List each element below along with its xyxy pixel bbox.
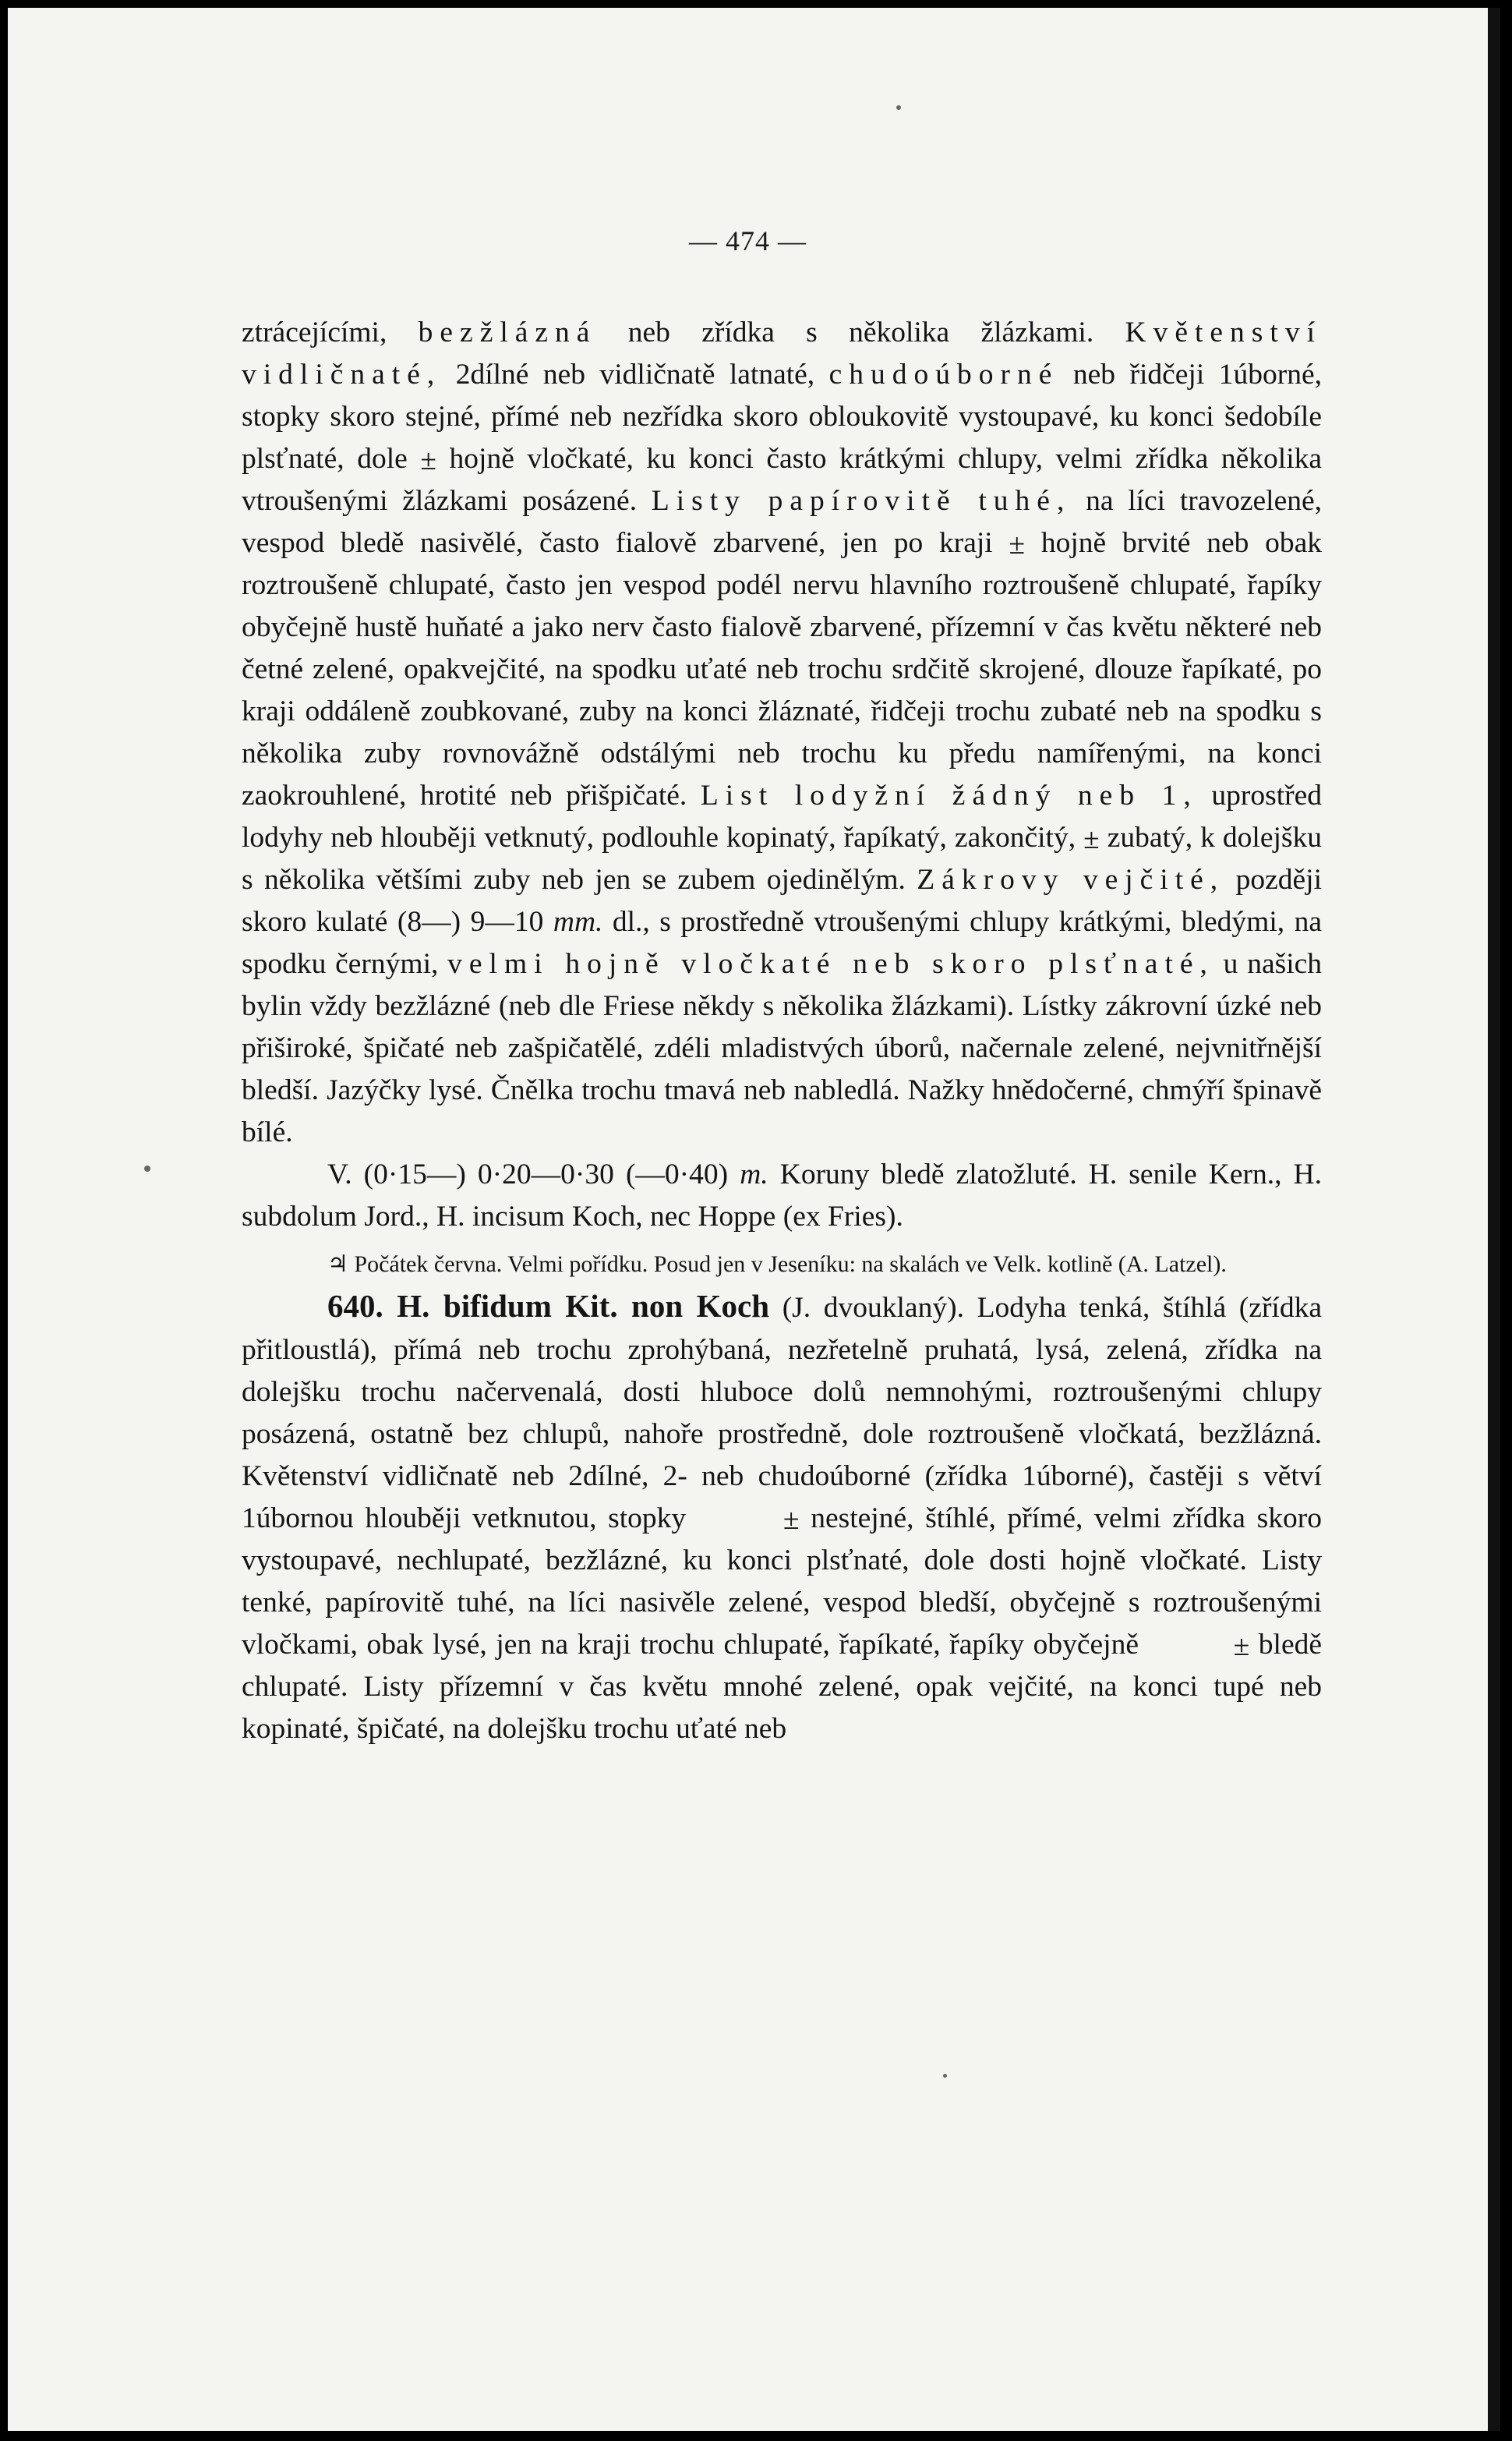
- spaced-text-run: velmi hojně vločkaté neb skoro plsťnaté,: [447, 948, 1214, 980]
- plus-minus-symbol: ±: [782, 1504, 800, 1536]
- scan-speck: [943, 2074, 947, 2078]
- spaced-text-run: Listy papírovitě tuhé,: [651, 485, 1072, 517]
- text-run: Koruny bledě zlatožluté. H. senile Kern., H. subdolum Jord., H. incisum Koch, nec Hoppe (ex Fries).: [242, 1159, 1323, 1233]
- plus-minus-symbol: ±: [1233, 1630, 1250, 1662]
- plus-minus-symbol: ±: [1009, 529, 1026, 561]
- text-run: V. (0·15—) 0·20—0·30 (—0·40): [327, 1159, 729, 1190]
- plus-minus-symbol: ±: [420, 444, 436, 476]
- unit-italic: m.: [740, 1159, 768, 1190]
- spaced-text-run: Zákrovy vejčité,: [917, 864, 1225, 896]
- plus-minus-symbol: ±: [1083, 823, 1100, 855]
- text-run: 2dílné neb vidličnatě latnaté,: [455, 359, 815, 391]
- spaced-text-run: List lodyžní žádný neb 1,: [700, 780, 1198, 812]
- text-run: na líci travozelené, vespod bledě nasivělé, často fialově zbarvené, jen po kraji: [242, 485, 1323, 559]
- spaced-text-run: Květenství vidličnaté,: [242, 317, 1322, 391]
- text-run: nestejné, štíhlé, přímé, velmi zřídka skoro vystoupavé, nechlupaté, bezžlázné, ku konci plsťnaté, dole dosti hojně vločkaté. Listy tenké, papírovitě tuhé, na líci nasivěle zelené, vespod bledší, obyčejně s roztroušenými vločkami, obak lysé, jen na kraji trochu chlupaté, řapíkaté, řapíky obyčejně: [242, 1502, 1323, 1661]
- page-number: — 474 —: [689, 225, 807, 256]
- spaced-text-run: bezžlázná: [418, 317, 597, 348]
- scanned-page: [8, 8, 1500, 2431]
- text-run: u našich bylin vždy bezžlázné (neb dle Friese někdy s několika žlázkami). Lístky zákrovní úzké neb přiširoké, špičaté neb zašpičatělé, zdéli mladistvých úborů, načernale zelené, nejvnitřnější bledší. Jazýčky lysé. Čnělka trochu tmavá neb nabledlá. Nažky hnědočerné, chmýří špinavě bílé.: [242, 948, 1323, 1148]
- species-heading: 640. H. bifidum Kit. non Koch: [327, 1288, 770, 1324]
- spaced-text-run: chudoúborné: [828, 359, 1059, 391]
- unit-italic: mm.: [553, 906, 603, 938]
- perennial-symbol: ♃: [327, 1251, 348, 1277]
- paragraph-description: [242, 312, 1322, 1154]
- paragraph-locality: [242, 1244, 1322, 1285]
- text-run: Počátek června. Velmi pořídku. Posud jen v Jeseníku: na skalách ve Velk. kotlině (A. Latzel).: [354, 1251, 1227, 1277]
- text-run: hojně brvité neb obak roztroušeně chlupaté, často jen vespod podél nervu hlavního roztroušeně chlupaté, řapíky obyčejně hustě huňaté a jako nerv často fialově zbarvené, přízemní v čas květu některé neb četné zelené, opakvejčité, na spodku uťaté neb trochu srdčitě skrojené, dlouze řapíkaté, po kraji oddáleně zoubkované, zuby na konci žláznaté, řidčeji trochu zubaté neb na spodku s několika zuby rovnovážně odstálými neb trochu ku předu namířenými, na konci zaokrouhlené, hrotité neb přišpičaté.: [242, 527, 1323, 812]
- text-run: uprostřed lodyhy neb hlouběji vetknutý, podlouhle kopinatý, řapíkatý, zakončitý,: [242, 780, 1322, 854]
- text-run: později skoro kulaté (8—) 9—10: [242, 864, 1322, 938]
- scan-speck: [144, 1166, 150, 1172]
- body-text: [242, 312, 1322, 1750]
- text-run: ztrácejícími,: [242, 317, 387, 348]
- text-run: hojně vločkaté, ku konci často krátkými chlupy, velmi zřídka několika vtroušenými žlázkami posázené.: [242, 443, 1323, 517]
- text-run: zubatý, k dolejšku s několika většími zuby neb jen se zubem ojedinělým.: [242, 822, 1323, 896]
- text-run: bledě chlupaté. Listy přízemní v čas květu mnohé zelené, opak vejčité, na konci tupé neb kopinaté, špičaté, na dolejšku trochu uťaté neb: [242, 1629, 1323, 1745]
- text-run: neb řidčeji 1úborné, stopky skoro stejné, přímé neb nezřídka skoro obloukovitě vystoupavé, ku konci šedobíle plsťnaté, dole: [242, 359, 1322, 475]
- text-run: neb zřídka s několika žlázkami.: [627, 317, 1094, 348]
- paragraph-species-640: [242, 1285, 1322, 1750]
- scan-speck: [896, 105, 901, 110]
- text-run: (J. dvouklaný). Lodyha tenká, štíhlá (zřídka přitloustlá), přímá neb trochu zprohýbaná, nezřetelně pruhatá, lysá, zelená, zřídka na dolejšku trochu načervenalá, dosti hluboce dolů nemnohými, roztroušenými chlupy posázená, ostatně bez chlupů, nahoře prostředně, dole roztroušeně vločkatá, bezžlázná. Květenství vidličnatě neb 2dílné, 2- neb chudoúborné (zřídka 1úborné), častěji s větví 1úbornou hlouběji vetknutou, stopky: [242, 1292, 1322, 1534]
- paragraph-vegetation: [242, 1154, 1322, 1238]
- text-run: dl., s prostředně vtroušenými chlupy krátkými, bledými, na spodku černými,: [242, 906, 1323, 980]
